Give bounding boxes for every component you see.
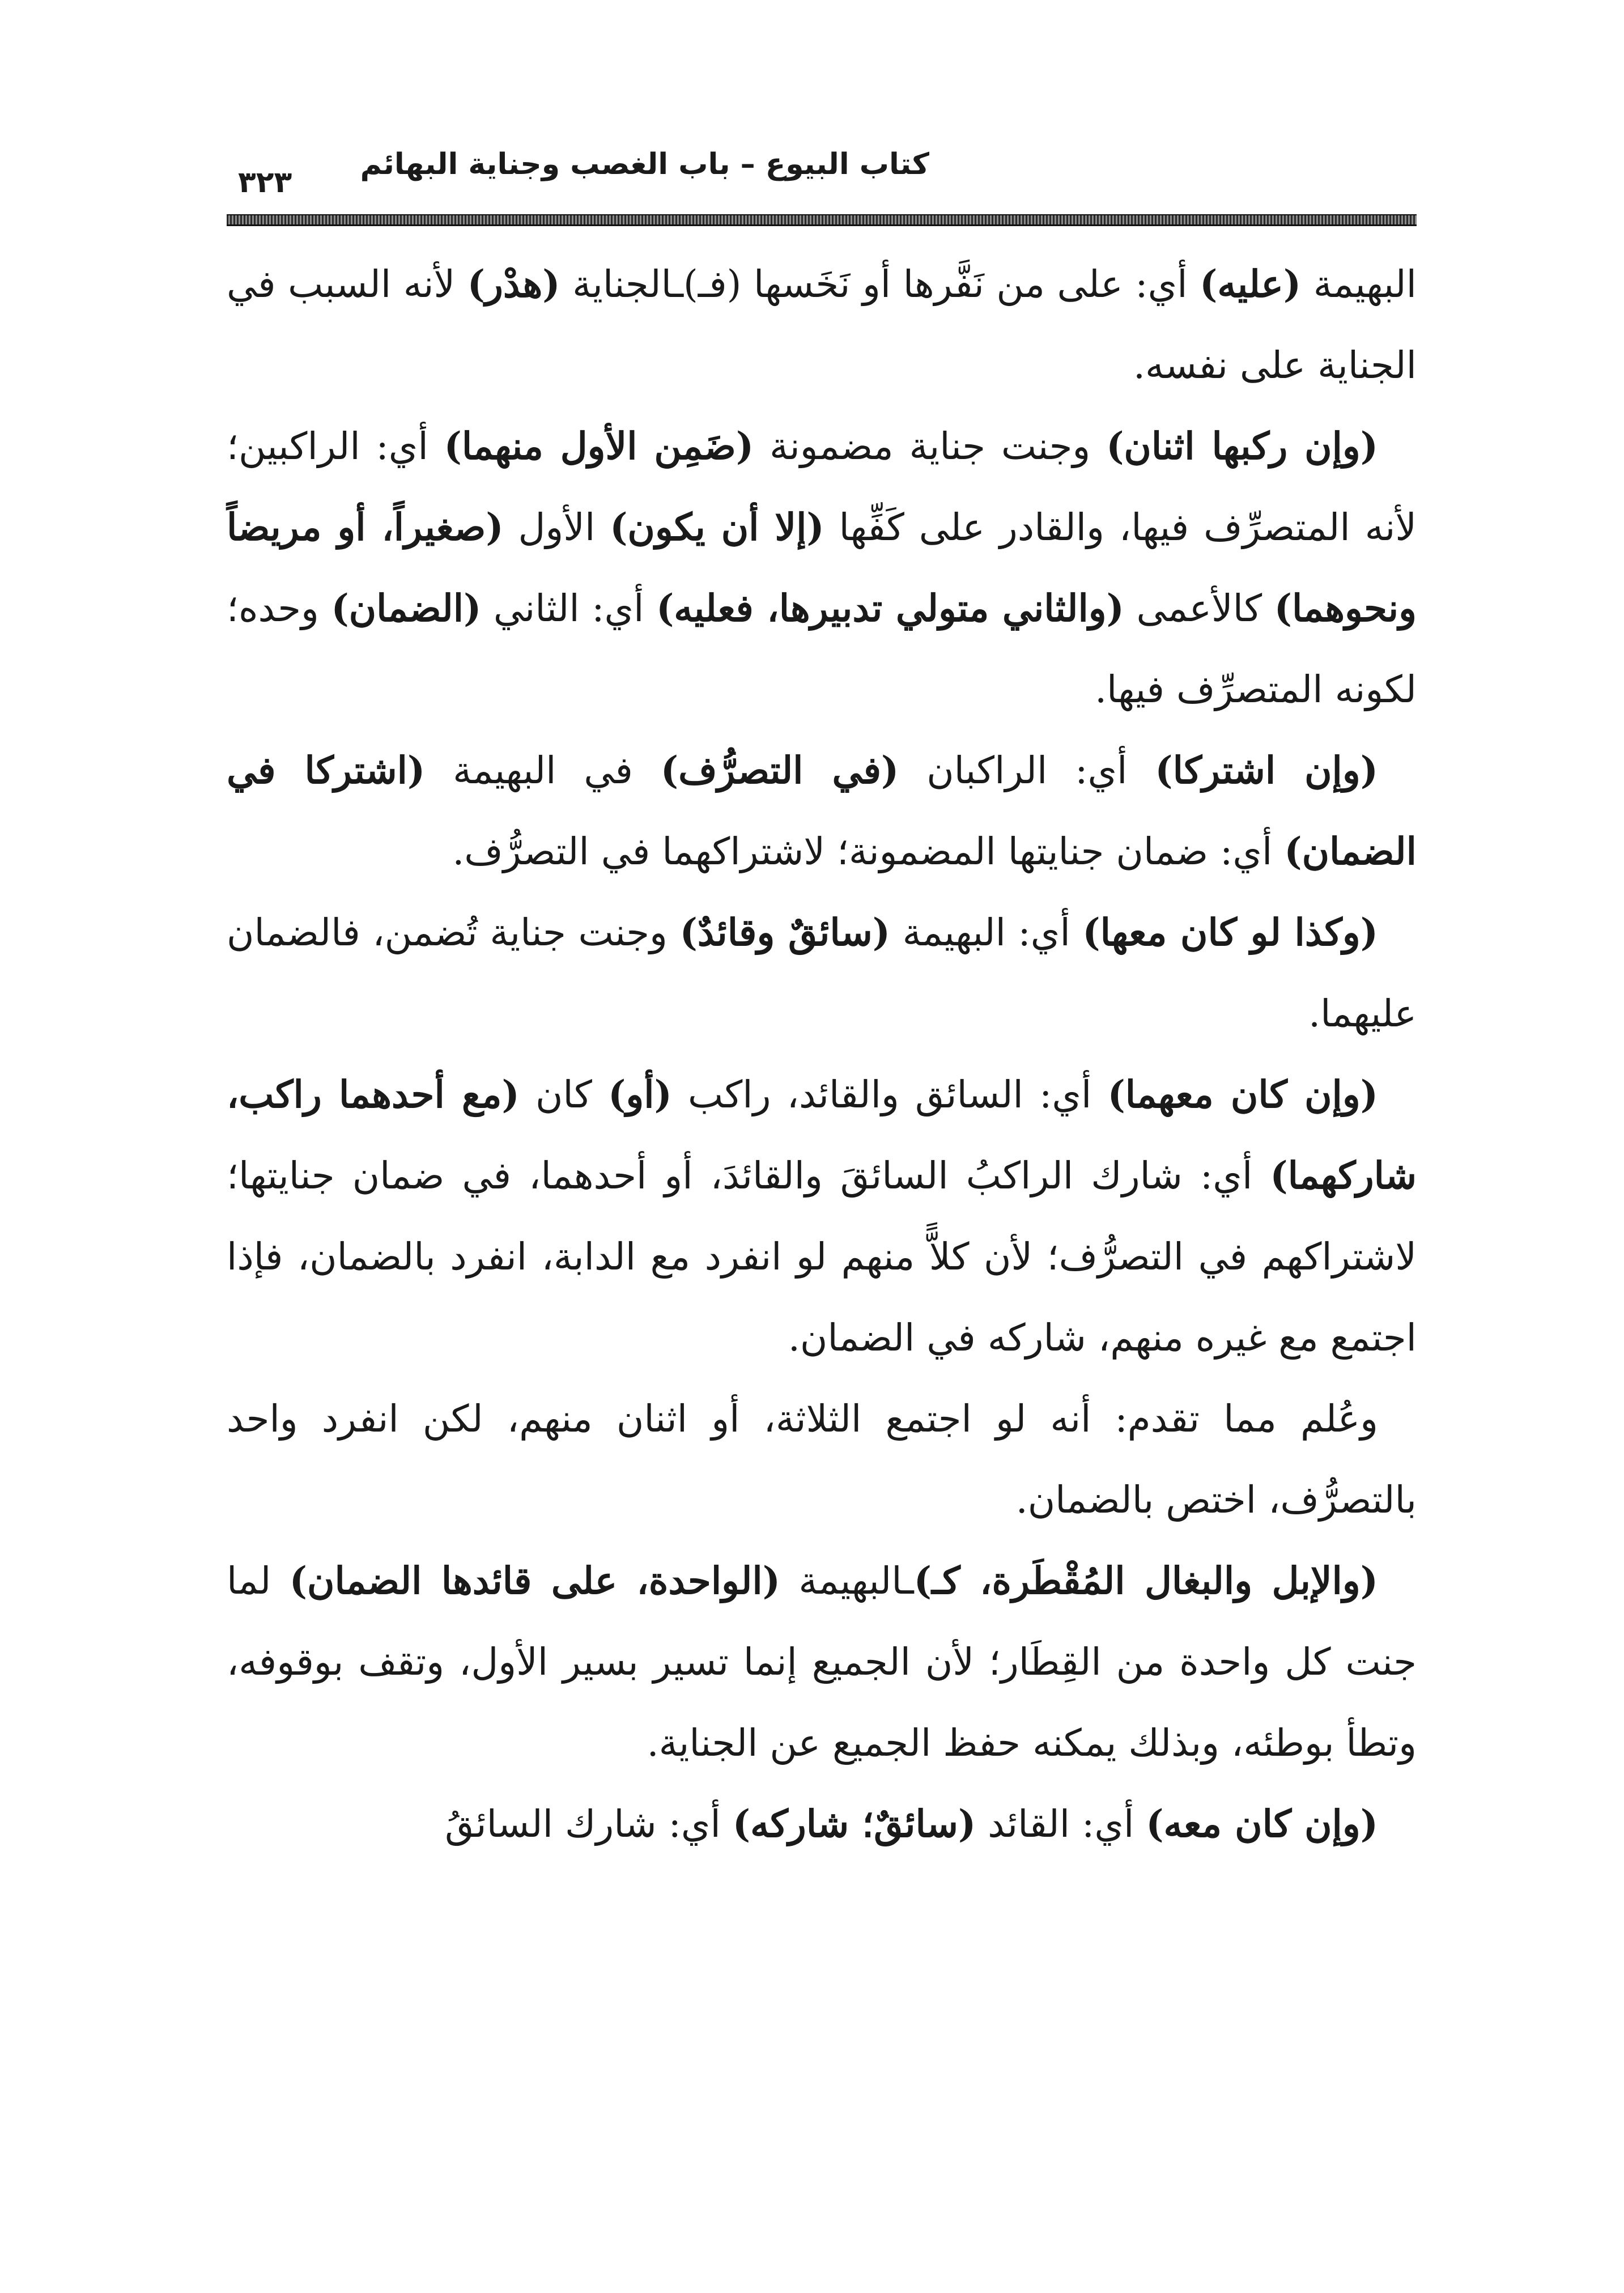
matn-text: (سائقٌ وقائدٌ) xyxy=(679,910,891,954)
matn-text: (هدْر) xyxy=(467,262,560,306)
running-header xyxy=(227,142,1417,210)
matn-text: (صغيراً، أو مريضاً ونحوهما) xyxy=(227,505,1417,630)
matn-text: (سائقٌ؛ شاركه) xyxy=(732,1802,976,1846)
matn-text: (إلا أن يكون) xyxy=(610,505,824,549)
matn-text: (وإن اشتركا) xyxy=(1155,748,1378,792)
sharh-text: أي: شارك الراكبُ السائقَ والقائدَ، أو أحدهما، في ضمان جنايتها؛ لاشتراكهم في التصرُّف؛ لأن كلاًّ منهم لو انفرد مع الدابة، انفرد بالضمان، فإذا اجتمع مع غيره منهم، شاركه في الضمان. xyxy=(227,1154,1417,1360)
page-number: ٣٢٣ xyxy=(238,165,292,199)
sharh-text: أي: البهيمة xyxy=(890,911,1083,954)
sharh-text: أي: شارك السائقُ xyxy=(445,1802,733,1846)
paragraph xyxy=(227,244,1417,406)
paragraph xyxy=(227,1054,1417,1378)
sharh-text: وعُلم مما تقدم: أنه لو اجتمع الثلاثة، أو اثنان منهم، لكن انفرد واحد بالتصرُّف، اختص بالضمان. xyxy=(227,1397,1417,1522)
sharh-text: كان xyxy=(519,1073,609,1116)
chapter-title: كتاب البيوع – باب الغصب وجناية البهائم xyxy=(360,147,929,181)
matn-text: (ضَمِن الأول منهما) xyxy=(444,424,754,468)
sharh-text: كالأعمى xyxy=(1124,587,1274,630)
sharh-text: أي: السائق والقائد، راكب xyxy=(671,1073,1108,1116)
header-rule xyxy=(227,214,1417,226)
sharh-text: أي: ضمان جنايتها المضمونة؛ لاشتراكهما في التصرُّف. xyxy=(452,830,1285,873)
book-page xyxy=(227,0,1417,2293)
matn-text: (وإن كان معهما) xyxy=(1107,1072,1378,1116)
sharh-text: أي: الراكبين؛ لأنه المتصرِّف فيها، والقادر على كَفِّها xyxy=(227,424,1417,549)
sharh-text: ـالبهيمة xyxy=(780,1559,914,1603)
sharh-text: وحده؛ لكونه المتصرِّف فيها. xyxy=(227,587,1417,711)
paragraph xyxy=(227,730,1417,892)
paragraph xyxy=(227,1378,1417,1540)
sharh-text: في البهيمة xyxy=(425,749,661,792)
paragraph xyxy=(227,1540,1417,1784)
sharh-text: وجنت جناية تُضمن، فالضمان عليهما. xyxy=(227,911,1417,1035)
matn-text: (وإن كان معه) xyxy=(1146,1802,1378,1846)
sharh-text: أي: القائد xyxy=(976,1802,1146,1846)
matn-text: (الضمان) xyxy=(331,586,482,630)
matn-text: (اشتركا في الضمان) xyxy=(227,748,1417,873)
sharh-text: الأول xyxy=(503,506,610,549)
paragraph xyxy=(227,406,1417,730)
paragraph xyxy=(227,892,1417,1054)
matn-text: (وكذا لو كان معها) xyxy=(1082,910,1378,954)
matn-text: (وإن ركبها اثنان) xyxy=(1106,424,1379,468)
matn-text: (في التصرُّف) xyxy=(660,748,899,792)
page-body xyxy=(227,244,1417,1865)
sharh-text: وجنت جناية مضمونة xyxy=(754,424,1107,468)
sharh-text: أي: الراكبان xyxy=(899,749,1155,792)
matn-text: (عليه) xyxy=(1200,262,1302,306)
sharh-text: لأنه السبب في الجناية على نفسه. xyxy=(227,262,1417,387)
sharh-text: البهيمة xyxy=(1301,262,1417,306)
paragraph xyxy=(227,1784,1417,1865)
matn-text: (أو) xyxy=(608,1072,672,1116)
matn-text: (والإبل والبغال المُقْطَرة، كـ) xyxy=(913,1559,1378,1603)
sharh-text: لما جنت كل واحدة من القِطَار؛ لأن الجميع إنما تسير بسير الأول، وتقف بوقوفه، وتطأ بوطئه، وبذلك يمكنه حفظ الجميع عن الجناية. xyxy=(227,1559,1417,1765)
matn-text: (الواحدة، على قائدها الضمان) xyxy=(289,1559,780,1603)
matn-text: (مع أحدهما راكب، شاركهما) xyxy=(227,1072,1417,1198)
matn-text: (والثاني متولي تدبيرها، فعليه) xyxy=(656,586,1124,630)
sharh-text: أي: على من نَفَّرها أو نَخَسها (فـ)ـالجناية xyxy=(560,262,1200,306)
sharh-text: أي: الثاني xyxy=(481,587,657,630)
